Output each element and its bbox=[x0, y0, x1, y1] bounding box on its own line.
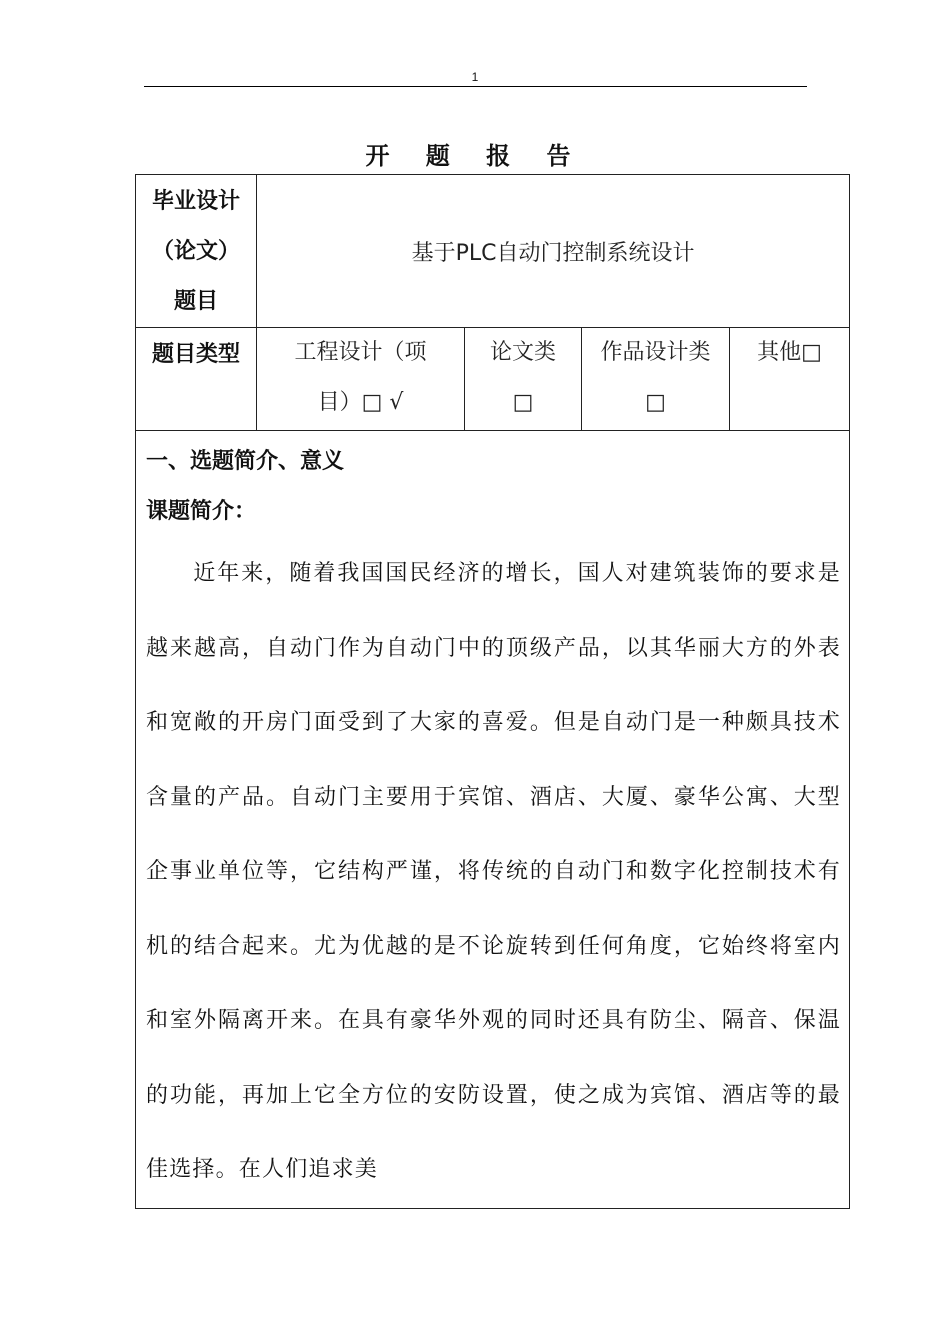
type-option-work-design bbox=[582, 328, 730, 431]
topic-type-label-text: 题目类型 bbox=[151, 342, 240, 367]
type-option-line: 论文类 bbox=[489, 340, 556, 365]
type-option-engineering bbox=[257, 328, 465, 431]
type-option-line: 工程设计（项 bbox=[294, 340, 427, 365]
type-option-line: □ bbox=[645, 390, 666, 415]
introduction-row bbox=[136, 431, 850, 1209]
type-option-thesis bbox=[465, 328, 582, 431]
topic-type-row bbox=[136, 328, 850, 431]
proposal-table bbox=[135, 174, 850, 1209]
report-title: 开 题 报 告 bbox=[365, 142, 585, 170]
thesis-title-label-line: 毕业设计 bbox=[151, 189, 240, 214]
type-option-other bbox=[730, 328, 850, 431]
introduction-cell bbox=[136, 431, 850, 1209]
thesis-title-label bbox=[136, 175, 257, 328]
sub-heading: 课题简介： bbox=[146, 499, 257, 524]
thesis-title-label-line: 题目 bbox=[173, 289, 218, 314]
section-heading: 一、选题简介、意义 bbox=[146, 449, 345, 474]
introduction-paragraph-text: 近年来，随着我国国民经济的增长，国人对建筑装饰的要求是越来越高，自动门作为自动门中的顶级产品，以其华丽大方的外表和宽敞的开房门面受到了大家的喜爱。但是自动门是一种颇具技术含量的产品。自动门主要用于宾馆、酒店、大厦、豪华公寓、大型企事业单位等，它结构严谨，将传统的自动门和数字化控制技术有机的结合起来。尤为优越的是不论旋转到任何角度，它始终将室内和室外隔离开来。在具有豪华外观的同时还具有防尘、隔音、保温的功能，再加上它全方位的安防设置，使之成为宾馆、酒店等的最佳选择。在人们追求美 bbox=[146, 561, 842, 1182]
page-number: 1 bbox=[471, 70, 479, 84]
thesis-title-row bbox=[136, 175, 850, 328]
introduction-paragraph bbox=[146, 537, 841, 1208]
header-rule bbox=[144, 86, 807, 87]
type-option-line: 作品设计类 bbox=[600, 340, 711, 365]
thesis-title-value: 基于PLC自动门控制系统设计 bbox=[257, 175, 850, 328]
type-option-line: 其他□ bbox=[757, 340, 822, 365]
type-option-line: □ bbox=[512, 390, 534, 415]
type-option-line: 目）□ √ bbox=[317, 390, 404, 415]
thesis-title-label-line: （论文） bbox=[151, 239, 240, 264]
topic-type-label bbox=[136, 328, 257, 431]
